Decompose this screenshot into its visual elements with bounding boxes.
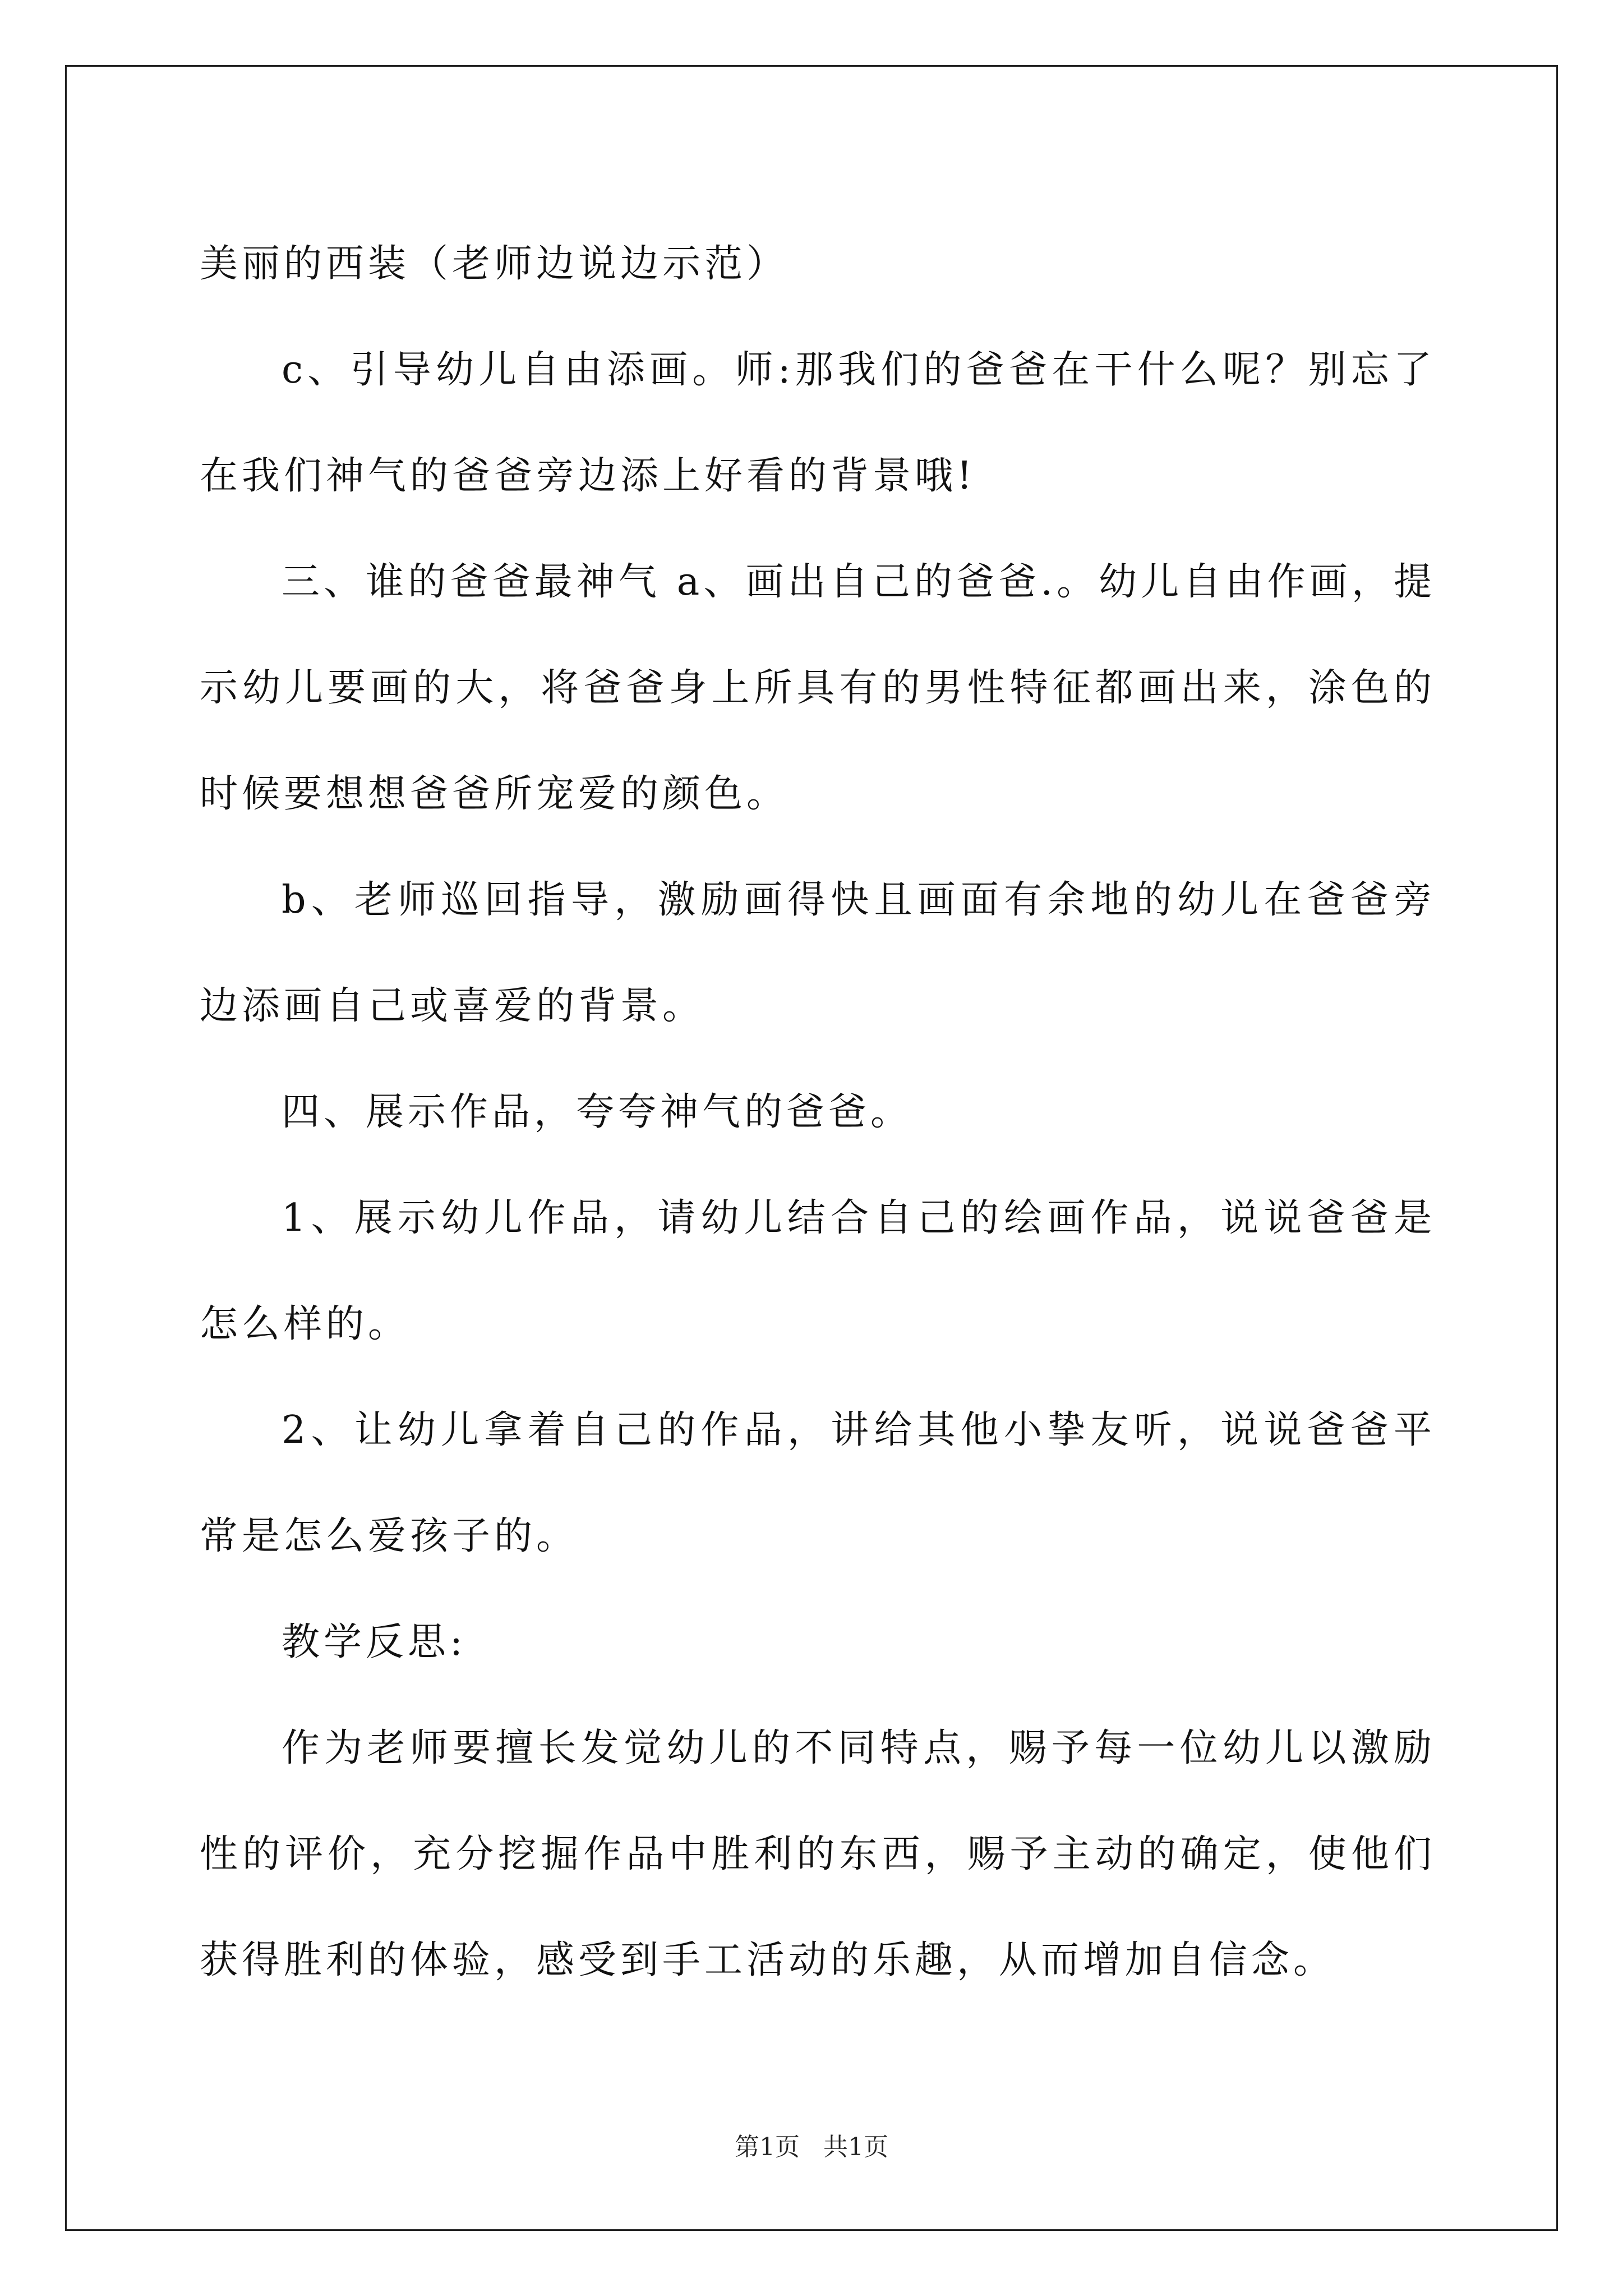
paragraph: 四、展示作品，夸夸神气的爸爸。 xyxy=(282,1090,913,1134)
paragraph: c、引导幼儿自由添画。师:那我们的爸爸在干什么呢？别忘了在我们神气的爸爸旁边添上好看的背景哦! xyxy=(200,348,1436,498)
paragraph: 作为老师要擅长发觉幼儿的不同特点，赐予每一位幼儿以激励性的评价，充分挖掘作品中胜利的东西，赐予主动的确定，使他们获得胜利的体验，感受到手工活动的乐趣，从而增加自信念。 xyxy=(200,1726,1436,1982)
paragraph: 三、谁的爸爸最神气 a、画出自己的爸爸.。幼儿自由作画，提示幼儿要画的大，将爸爸身上所具有的男性特征都画出来，涂色的时候要想想爸爸所宠爱的颜色。 xyxy=(200,560,1436,816)
paragraph: 1、展示幼儿作品，请幼儿结合自己的绘画作品，说说爸爸是怎么样的。 xyxy=(200,1196,1436,1346)
paragraph: 2、让幼儿拿着自己的作品，讲给其他小挚友听，说说爸爸平常是怎么爱孩子的。 xyxy=(200,1408,1436,1558)
section-heading: 教学反思: xyxy=(282,1620,467,1664)
paragraph: 美丽的西装（老师边说边示范） xyxy=(200,242,789,286)
document-body xyxy=(200,211,1436,2013)
page-footer: 第1页 共1页 xyxy=(735,2133,888,2161)
paragraph: b、老师巡回指导，激励画得快且画面有余地的幼儿在爸爸旁边添画自己或喜爱的背景。 xyxy=(200,878,1436,1028)
